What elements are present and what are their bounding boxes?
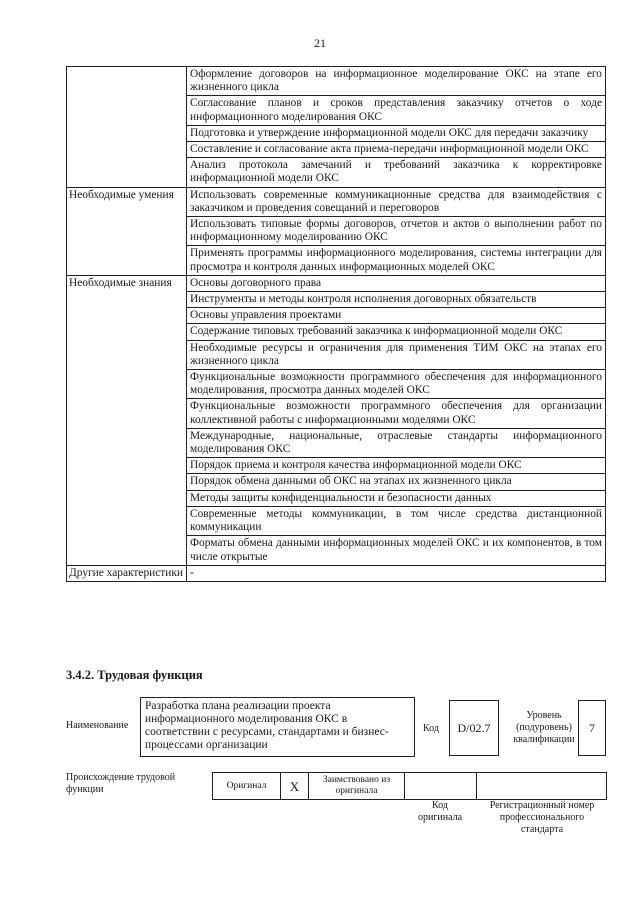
origin-label: Происхождение трудовой функции [66, 772, 176, 795]
requirement-text: Современные методы коммуникации, в том числе средства дистанционной коммуникации [187, 506, 606, 535]
row-label: Необходимые умения [67, 187, 187, 275]
requirement-text: Порядок обмена данными об ОКС на этапах их жизненного цикла [187, 474, 606, 490]
requirement-text: Анализ протокола замечаний и требований заказчика к корректировке информационной модели ОКС [187, 158, 606, 187]
function-code-box: D/02.7 [449, 700, 499, 756]
other-characteristics-row [67, 565, 606, 581]
requirement-text: Международные, национальные, отраслевые стандарты информационного моделирования ОКС [187, 428, 606, 457]
qualification-level-label: Уровень (подуровень) квалификации [513, 710, 575, 745]
original-code-cell [405, 773, 477, 800]
original-mark-cell: X [281, 773, 309, 800]
original-cell: Оригинал [213, 773, 281, 800]
labor-action-row [67, 67, 606, 96]
requirement-text: Использовать современные коммуникационные средства для взаимодействия с заказчиком и проведения совещаний и переговоров [187, 187, 606, 216]
qualification-level-box: 7 [578, 700, 606, 756]
requirement-text: Функциональные возможности программного обеспечения для организации коллективной работы с информационными моделями ОКС [187, 399, 606, 428]
row-label: Другие характеристики [67, 565, 187, 581]
requirement-text: Функциональные возможности программного обеспечения для информационного моделирования, просмотра данных моделей ОКС [187, 370, 606, 399]
row-label: Необходимые знания [67, 275, 187, 565]
requirement-text: Основы управления проектами [187, 308, 606, 324]
function-name-box: Разработка плана реализации проекта информационного моделирования ОКС в соответствии с ресурсами, стандартами и бизнес-процессами организации [140, 697, 415, 757]
requirement-text: Методы защиты конфиденциальности и безопасности данных [187, 490, 606, 506]
requirements-table [66, 66, 606, 582]
requirement-text: Инструменты и методы контроля исполнения договорных обязательств [187, 292, 606, 308]
section-heading: 3.4.2. Трудовая функция [66, 668, 203, 682]
skill-row [67, 187, 606, 216]
original-code-caption: Код оригинала [417, 800, 463, 823]
requirement-text: Основы договорного права [187, 275, 606, 291]
registration-number-cell [477, 773, 607, 800]
requirement-text: - [187, 565, 606, 581]
requirement-text: Составление и согласование акта приема-передачи информационной модели ОКС [187, 142, 606, 158]
origin-table [212, 772, 607, 800]
requirement-text: Согласование планов и сроков представления заказчику отчетов о ходе информационного моделирования ОКС [187, 96, 606, 125]
page-number: 21 [314, 36, 326, 50]
requirement-text: Применять программы информационного моделирования, системы интеграции для просмотра и контроля данных информационных моделей ОКС [187, 246, 606, 275]
registration-number-caption: Регистрационный номер профессионального стандарта [489, 800, 595, 835]
code-label: Код [423, 723, 439, 734]
borrowed-cell: Заимствовано из оригинала [309, 773, 405, 800]
requirement-text: Форматы обмена данными информационных моделей ОКС и их компонентов, в том числе открытые [187, 536, 606, 565]
requirement-text: Оформление договоров на информационное моделирование ОКС на этапе его жизненного цикла [187, 67, 606, 96]
requirement-text: Порядок приема и контроля качества информационной модели ОКС [187, 458, 606, 474]
knowledge-row [67, 275, 606, 291]
requirement-text: Содержание типовых требований заказчика к информационной модели ОКС [187, 324, 606, 340]
requirement-text: Подготовка и утверждение информационной модели ОКС для передачи заказчику [187, 125, 606, 141]
row-label [67, 67, 187, 188]
requirement-text: Использовать типовые формы договоров, отчетов и актов о выполнении работ по информационному моделированию ОКС [187, 217, 606, 246]
requirement-text: Необходимые ресурсы и ограничения для применения ТИМ ОКС на этапах его жизненного цикла [187, 340, 606, 369]
name-label: Наименование [66, 720, 129, 731]
